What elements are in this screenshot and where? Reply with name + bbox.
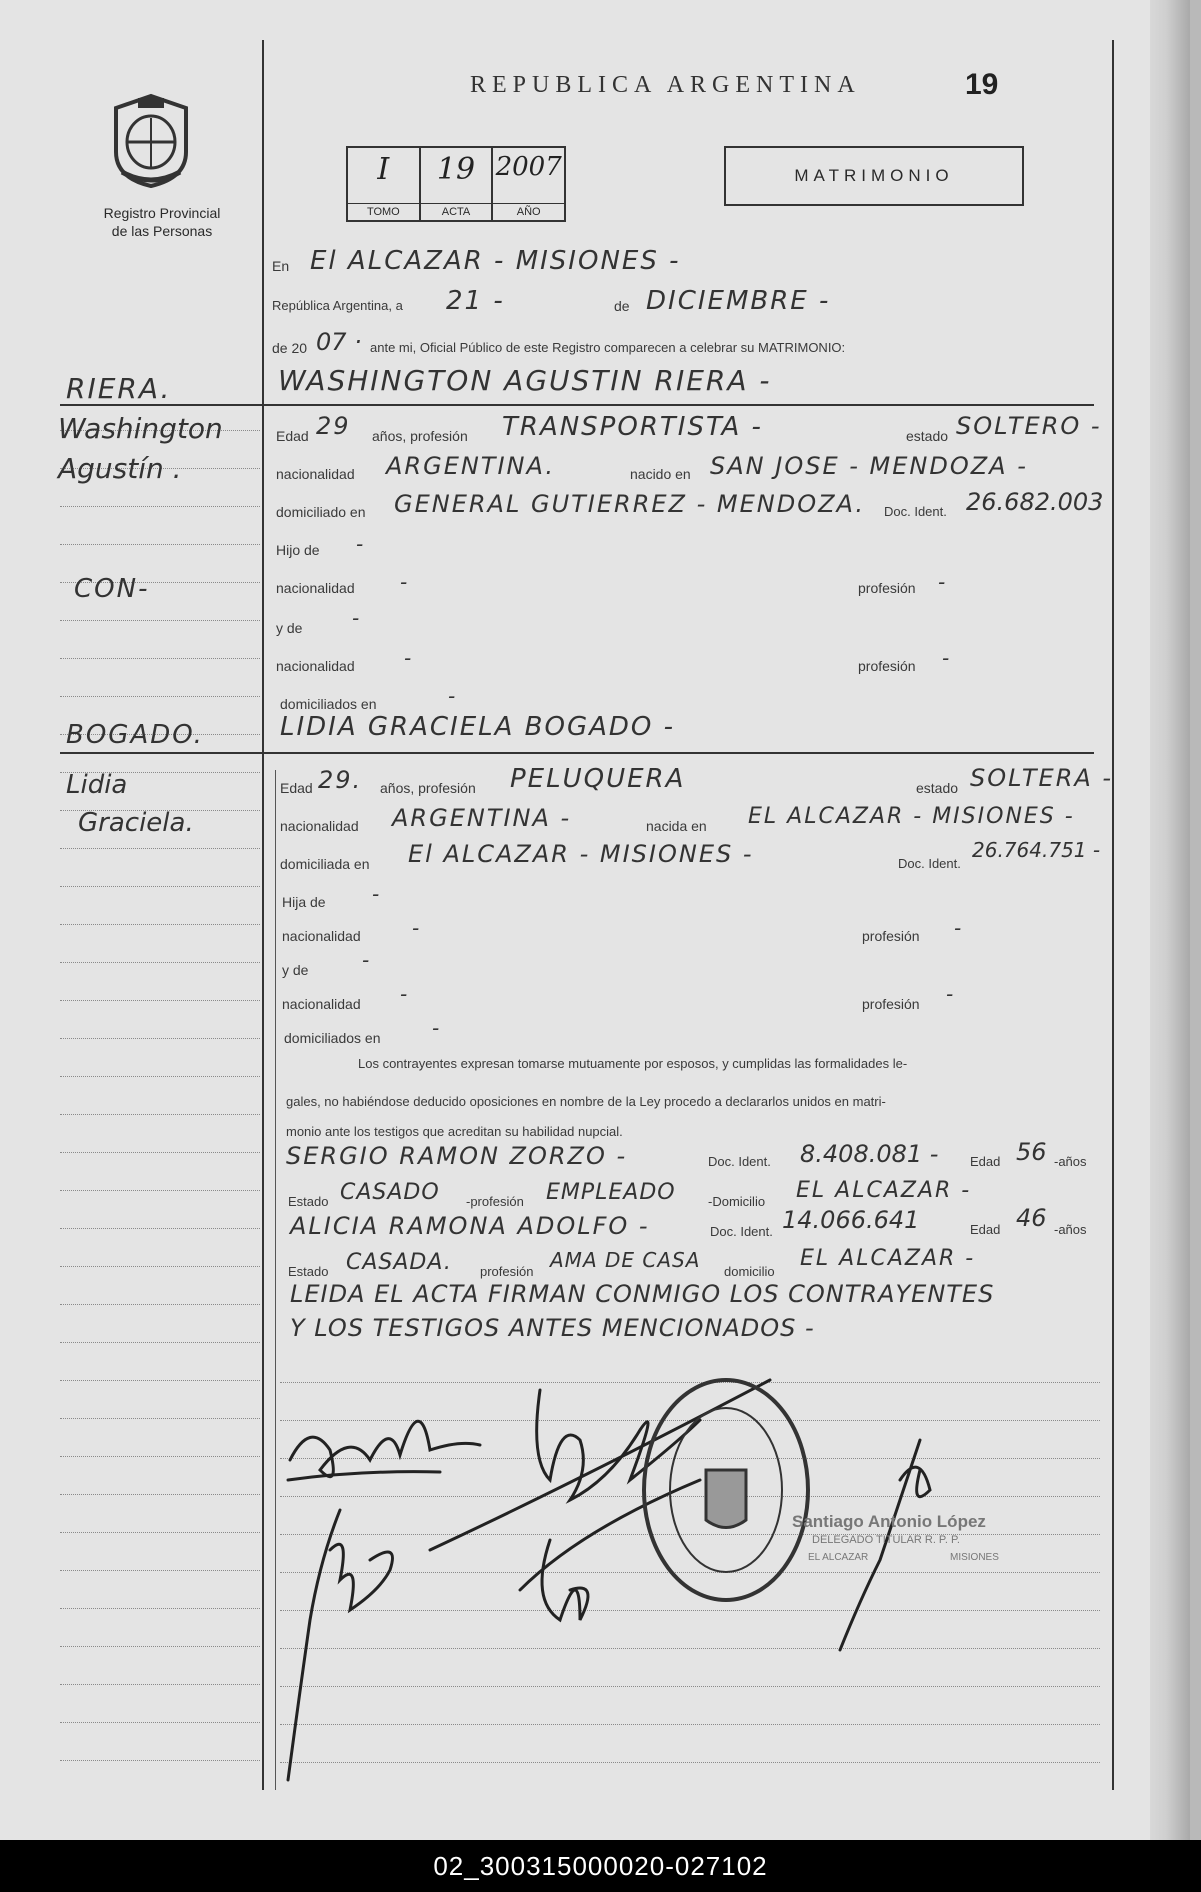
page-number: 19 [965, 68, 999, 101]
page-edge [1150, 0, 1190, 1840]
witness1-dom-label: -Domicilio [708, 1194, 766, 1209]
margin-ruled-line [60, 1342, 260, 1343]
witness2-estado-label: Estado [288, 1264, 329, 1279]
witness2-estado: CASADA. [346, 1250, 452, 1275]
officer-place-1: EL ALCAZAR [808, 1552, 869, 1563]
registry-line-2: de las Personas [111, 223, 213, 239]
margin-ruled-line [60, 1380, 260, 1381]
bride-nacionalidad-label: nacionalidad [280, 818, 359, 834]
anio-cell [493, 148, 564, 220]
margin-ruled-line [60, 1684, 260, 1685]
margin-bride-surname: BOGADO. [66, 720, 204, 750]
witness2-doc-label: Doc. Ident. [710, 1224, 773, 1239]
groom-mother-nac-dash: - [404, 646, 414, 670]
witness1-domicile: EL ALCAZAR - [796, 1178, 972, 1203]
groom-nacionalidad-label: nacionalidad [276, 466, 355, 482]
margin-bride-name-1: Lidia [66, 770, 128, 800]
bride-doc-number: 26.764.751 - [972, 838, 1101, 862]
groom-marital-status: SOLTERO - [956, 412, 1102, 440]
groom-father-nac-dash: - [400, 570, 410, 594]
groom-mother-prof-label: profesión [858, 658, 916, 674]
groom-name-underline [262, 404, 1094, 406]
groom-age: 29 [316, 412, 351, 440]
registry-name [62, 204, 262, 240]
groom-anos-prof-label: años, profesión [372, 428, 468, 444]
margin-divider-2 [60, 752, 262, 754]
margin-ruled-line [60, 544, 260, 545]
margin-ruled-line [60, 1532, 260, 1533]
witness2-dom-label: domicilio [724, 1264, 775, 1279]
groom-nationality: ARGENTINA. [386, 452, 555, 480]
witness-signature-1 [537, 1390, 700, 1500]
margin-ruled-line [60, 848, 260, 849]
margin-ruled-line [60, 1570, 260, 1571]
bride-edad-label: Edad [280, 780, 313, 796]
document-type-box: MATRIMONIO [724, 146, 1024, 206]
bride-mother-prof-dash: - [946, 982, 956, 1006]
groom-father-prof-dash: - [938, 570, 948, 594]
groom-estado-label: estado [906, 428, 949, 444]
bride-mother-nac-dash: - [400, 982, 410, 1006]
officer-title: DELEGADO TITULAR R. P. P. [812, 1534, 960, 1546]
margin-divider-1 [60, 404, 262, 406]
de-label: de [614, 298, 630, 314]
margin-ruled-line [60, 1608, 260, 1609]
tomo-acta-anio-box [346, 146, 566, 222]
witness1-estado: CASADO [340, 1180, 440, 1205]
year-prefix: de 20 [272, 340, 308, 356]
margin-ruled-line [60, 1646, 260, 1647]
witness1-name: SERGIO RAMON ZORZO - [286, 1142, 628, 1170]
margin-ruled-line [60, 962, 260, 963]
groom-yde-label: y de [276, 620, 303, 636]
republica-label: República Argentina, a [272, 298, 403, 313]
witness1-estado-label: Estado [288, 1194, 329, 1209]
margin-ruled-line [60, 1722, 260, 1723]
margin-ruled-line [60, 924, 260, 925]
bride-father-prof-label: profesión [862, 928, 920, 944]
groom-father-nac-label: nacionalidad [276, 580, 355, 596]
groom-birthplace: SAN JOSE - MENDOZA - [710, 452, 1028, 480]
bride-nationality: ARGENTINA - [392, 804, 572, 832]
inner-rule [275, 770, 276, 1790]
bride-mother-nac-label: nacionalidad [282, 996, 361, 1012]
bride-full-name: LIDIA GRACIELA BOGADO - [280, 712, 676, 742]
bride-yde-label: y de [282, 962, 309, 978]
bride-marital-status: SOLTERA - [970, 764, 1114, 792]
bride-domicile: El ALCAZAR - MISIONES - [408, 840, 754, 868]
margin-ruled-line [60, 1494, 260, 1495]
registry-line-1: Registro Provincial [103, 205, 221, 221]
margin-ruled-line [60, 696, 260, 697]
bride-signature [290, 1421, 480, 1476]
officer-name: Santiago Antonio López [792, 1512, 986, 1531]
margin-ruled-line [60, 1228, 260, 1229]
margin-ruled-line [60, 1190, 260, 1191]
margin-ruled-line [60, 1152, 260, 1153]
scan-footer: 02_300315000020-027102 [0, 1840, 1201, 1892]
margin-ruled-line [60, 1266, 260, 1267]
bride-father-prof-dash: - [954, 916, 964, 940]
bride-doc-label: Doc. Ident. [898, 856, 961, 871]
closing-line-1: LEIDA EL ACTA FIRMAN CONMIGO LOS CONTRAYENTES [290, 1280, 995, 1308]
officer-place-2: MISIONES [950, 1552, 999, 1563]
anio-value: 2007 [495, 152, 562, 182]
registry-emblem-icon [108, 92, 194, 190]
groom-doc-label: Doc. Ident. [884, 504, 947, 519]
witness1-doc: 8.408.081 - [800, 1140, 939, 1168]
bride-father-dash: - [372, 882, 382, 906]
official-stamp [644, 1380, 808, 1600]
margin-rule [262, 40, 264, 1790]
margin-ruled-line [60, 886, 260, 887]
groom-parents-dom-dash: - [448, 684, 458, 708]
intro-text: ante mi, Oficial Público de este Registro comparecen a celebrar su MATRIMONIO: [370, 340, 846, 355]
margin-ruled-line [60, 1000, 260, 1001]
en-label: En [272, 258, 290, 274]
bride-anos-prof-label: años, profesión [380, 780, 476, 796]
groom-mother-dash: - [352, 606, 362, 630]
ceremony-place: El ALCAZAR - MISIONES - [310, 246, 681, 276]
groom-hijo-label: Hijo de [276, 542, 320, 558]
margin-groom-name-1: Washington [58, 412, 223, 445]
declaration-line-3: monio ante los testigos que acreditan su habilidad nupcial. [286, 1124, 623, 1139]
bride-parents-dom-label: domiciliados en [284, 1030, 381, 1046]
margin-bride-name-2: Graciela. [78, 808, 194, 838]
bride-birthplace: EL ALCAZAR - MISIONES - [748, 804, 1075, 829]
groom-father-prof-label: profesión [858, 580, 916, 596]
groom-parents-dom-label: domiciliados en [280, 696, 377, 712]
tomo-label: TOMO [348, 203, 419, 220]
witness2-profession: AMA DE CASA [550, 1248, 701, 1272]
signatures-area [280, 1360, 1120, 1790]
groom-mother-nac-label: nacionalidad [276, 658, 355, 674]
anio-label: AÑO [493, 203, 564, 220]
margin-con: CON- [74, 574, 150, 604]
groom-edad-label: Edad [276, 428, 309, 444]
groom-domicilio-label: domiciliado en [276, 504, 366, 520]
country-title: REPUBLICA ARGENTINA [470, 72, 861, 98]
margin-ruled-line [60, 620, 260, 621]
bride-father-nac-dash: - [412, 916, 422, 940]
margin-groom-surname: RIERA. [66, 372, 172, 405]
declaration-line-2: gales, no habiéndose deducido oposiciones en nombre de la Ley procedo a declararlos unidos en matri- [286, 1094, 886, 1109]
declaration-line-1: Los contrayentes expresan tomarse mutuamente por esposos, y cumplidas las formalidades le- [358, 1056, 908, 1071]
margin-ruled-line [60, 658, 260, 659]
witness1-age: 56 [1016, 1138, 1047, 1166]
witness2-edad-label: Edad [970, 1222, 1001, 1237]
tomo-value: I [377, 152, 390, 187]
groom-profession: TRANSPORTISTA - [502, 412, 763, 442]
tomo-cell [348, 148, 421, 220]
groom-doc-number: 26.682.003 [966, 488, 1104, 516]
bride-nacida-label: nacida en [646, 818, 707, 834]
bride-name-underline [262, 752, 1094, 754]
bride-age: 29. [318, 766, 363, 794]
witness2-doc: 14.066.641 [782, 1206, 920, 1234]
closing-line-2: Y LOS TESTIGOS ANTES MENCIONADOS - [290, 1314, 815, 1342]
ceremony-day: 21 - [446, 286, 505, 316]
margin-ruled-line [60, 1304, 260, 1305]
witness1-profession: EMPLEADO [546, 1180, 676, 1205]
groom-full-name: WASHINGTON AGUSTIN RIERA - [278, 364, 772, 397]
margin-groom-name-2: Agustín . [58, 452, 182, 485]
witness1-doc-label: Doc. Ident. [708, 1154, 771, 1169]
groom-nacido-label: nacido en [630, 466, 691, 482]
bride-mother-dash: - [362, 948, 372, 972]
margin-ruled-line [60, 506, 260, 507]
bride-profession: PELUQUERA [510, 764, 686, 794]
margin-ruled-line [60, 1456, 260, 1457]
witness1-anos: -años [1054, 1154, 1087, 1169]
groom-mother-prof-dash: - [942, 646, 952, 670]
witness1-prof-label: -profesión [466, 1194, 524, 1209]
bride-hija-label: Hija de [282, 894, 326, 910]
margin-ruled-line [60, 1114, 260, 1115]
bride-domicilio-label: domiciliada en [280, 856, 370, 872]
ceremony-month: DICIEMBRE - [646, 286, 831, 316]
ceremony-year: 07 · [316, 328, 362, 356]
acta-cell [421, 148, 494, 220]
bride-estado-label: estado [916, 780, 959, 796]
groom-signature [288, 1510, 393, 1780]
margin-ruled-line [60, 1418, 260, 1419]
acta-value: 19 [436, 152, 476, 187]
witness2-anos: -años [1054, 1222, 1087, 1237]
bride-parents-dom-dash: - [432, 1016, 442, 1040]
margin-ruled-line [60, 1076, 260, 1077]
groom-domicile: GENERAL GUTIERREZ - MENDOZA. [394, 490, 866, 518]
witness2-age: 46 [1016, 1204, 1047, 1232]
groom-father-dash: - [356, 532, 366, 556]
bride-father-nac-label: nacionalidad [282, 928, 361, 944]
witness2-domicile: EL ALCAZAR - [800, 1246, 976, 1271]
witness2-prof-label: profesión [480, 1264, 534, 1279]
witness2-name: ALICIA RAMONA ADOLFO - [290, 1212, 650, 1240]
bride-mother-prof-label: profesión [862, 996, 920, 1012]
margin-ruled-line [60, 1760, 260, 1761]
witness1-edad-label: Edad [970, 1154, 1001, 1169]
margin-ruled-line [60, 1038, 260, 1039]
acta-label: ACTA [421, 203, 492, 220]
